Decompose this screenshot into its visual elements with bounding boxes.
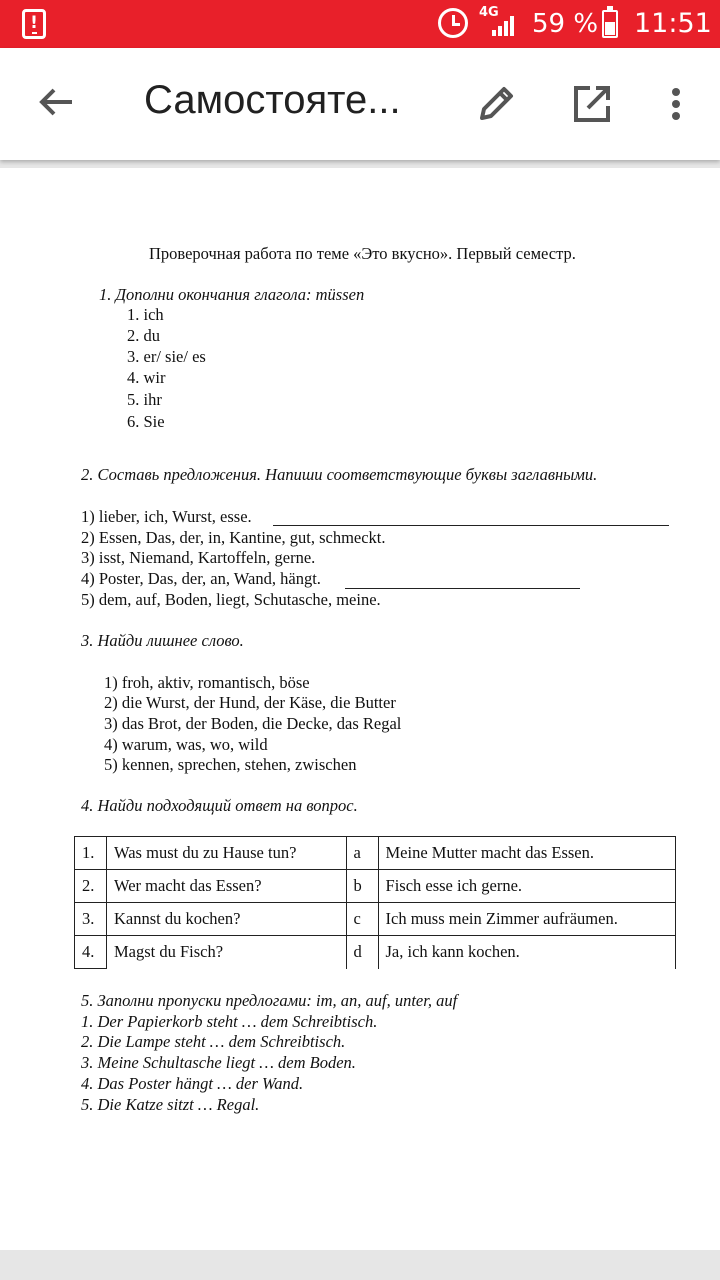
list-item: 1. ich (127, 305, 164, 324)
alert-icon (22, 9, 46, 39)
document-title: Самостояте... (144, 78, 401, 122)
row-number: 4. (75, 936, 107, 969)
document-page (0, 168, 720, 1250)
clock: 11:51 (634, 8, 712, 39)
question-cell: Magst du Fisch? (106, 936, 346, 969)
answer-line (273, 525, 669, 526)
letter-cell: a (346, 837, 378, 870)
table-row (75, 936, 676, 969)
list-item: 2) die Wurst, der Hund, der Käse, die Butter (104, 693, 396, 712)
list-item: 3) das Brot, der Boden, die Decke, das Regal (104, 714, 402, 733)
table-row (75, 870, 676, 903)
list-item: 5) dem, auf, Boden, liegt, Schutasche, meine. (81, 590, 381, 609)
letter-cell: c (346, 903, 378, 936)
list-item: 2. du (127, 326, 160, 345)
task4-title: 4. Найди подходящий ответ на вопрос. (81, 796, 358, 815)
status-bar (0, 0, 720, 48)
battery-icon (602, 10, 618, 38)
battery-percent: 59 % (532, 9, 599, 39)
pencil-icon[interactable] (474, 82, 518, 126)
list-item: 1) froh, aktiv, romantisch, böse (104, 673, 310, 692)
signal-icon (488, 14, 516, 36)
app-bar (0, 48, 720, 160)
list-item: 5. Die Katze sitzt … Regal. (81, 1095, 260, 1114)
list-item: 4. wir (127, 368, 166, 387)
row-number: 1. (75, 837, 107, 870)
answer-cell: Ich muss mein Zimmer aufräumen. (378, 903, 675, 936)
question-cell: Wer macht das Essen? (106, 870, 346, 903)
open-external-icon[interactable] (570, 82, 614, 126)
back-arrow-icon[interactable] (34, 80, 78, 124)
list-item: 1. Der Papierkorb steht … dem Schreibtisch. (81, 1012, 378, 1031)
viewer-background (0, 1250, 720, 1280)
row-number: 2. (75, 870, 107, 903)
more-vert-icon[interactable] (656, 82, 696, 126)
task3-title: 3. Найди лишнее слово. (81, 631, 244, 650)
letter-cell: d (346, 936, 378, 969)
list-item: 3) isst, Niemand, Kartoffeln, gerne. (81, 548, 316, 567)
task1-title: 1. Дополни окончания глагола: müssen (99, 285, 365, 304)
answer-line (345, 588, 580, 589)
list-item: 5. ihr (127, 390, 162, 409)
list-item: 4. Das Poster hängt … der Wand. (81, 1074, 304, 1093)
answer-cell: Fisch esse ich gerne. (378, 870, 675, 903)
list-item: 5) kennen, sprechen, stehen, zwischen (104, 755, 357, 774)
letter-cell: b (346, 870, 378, 903)
list-item: 2. Die Lampe steht … dem Schreibtisch. (81, 1032, 346, 1051)
list-item: 6. Sie (127, 412, 165, 431)
list-item: 2) Essen, Das, der, in, Kantine, gut, schmeckt. (81, 528, 386, 547)
matching-table (74, 836, 676, 969)
question-cell: Kannst du kochen? (106, 903, 346, 936)
list-item: 3. er/ sie/ es (127, 347, 206, 366)
row-number: 3. (75, 903, 107, 936)
network-type: 4G (479, 5, 499, 20)
answer-cell: Ja, ich kann kochen. (378, 936, 675, 969)
list-item: 1) lieber, ich, Wurst, esse. (81, 507, 252, 526)
task2-title: 2. Составь предложения. Напиши соответствующие буквы заглавными. (81, 465, 598, 484)
table-row (75, 903, 676, 936)
table-row (75, 837, 676, 870)
alarm-icon (438, 8, 468, 38)
list-item: 3. Meine Schultasche liegt … dem Boden. (81, 1053, 356, 1072)
answer-cell: Meine Mutter macht das Essen. (378, 837, 675, 870)
list-item: 4) Poster, Das, der, an, Wand, hängt. (81, 569, 321, 588)
question-cell: Was must du zu Hause tun? (106, 837, 346, 870)
list-item: 4) warum, was, wo, wild (104, 735, 268, 754)
document-heading: Проверочная работа по теме «Это вкусно». Первый семестр. (149, 244, 576, 263)
task5-title: 5. Заполни пропуски предлогами: im, an, auf, unter, auf (81, 991, 458, 1010)
